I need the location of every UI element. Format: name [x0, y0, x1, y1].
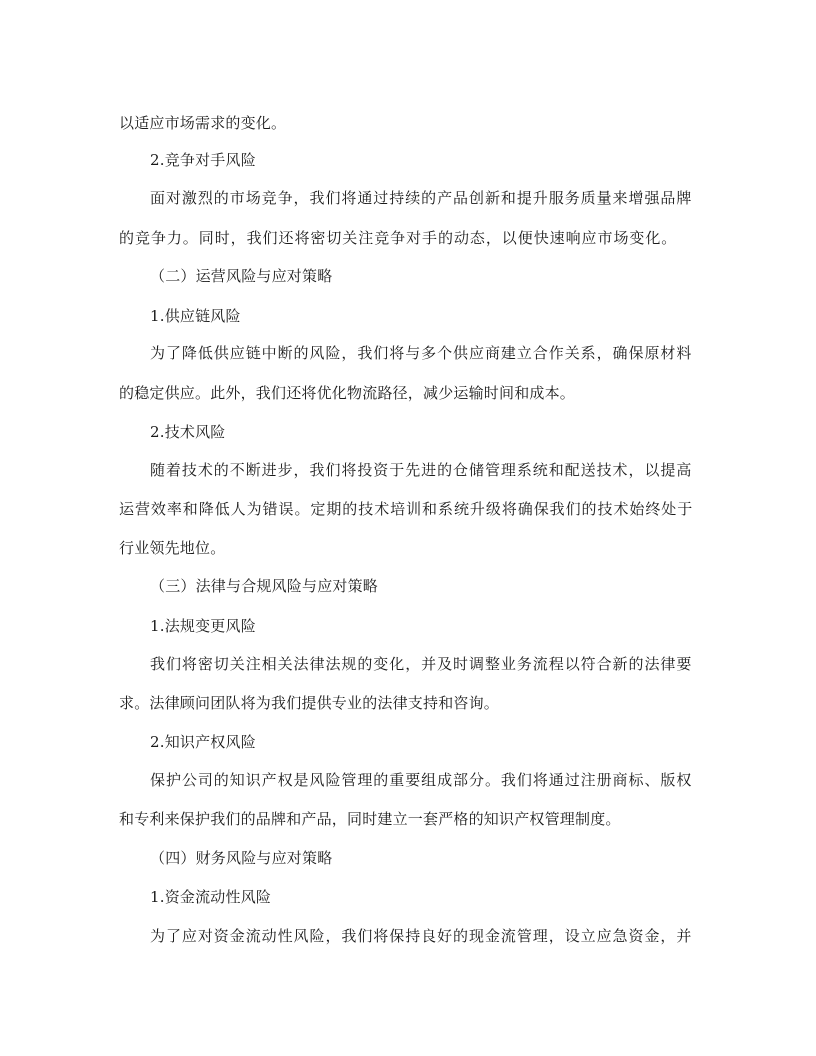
- subsection-heading: 2.竞争对手风险: [150, 151, 256, 169]
- subsection-heading: 1.法规变更风险: [150, 617, 256, 635]
- paragraph-line: 和专利来保护我们的品牌和产品，同时建立一套严格的知识产权管理制度。: [119, 810, 621, 828]
- paragraph-line: 行业领先地位。: [119, 539, 226, 557]
- subsection-heading: 2.知识产权风险: [150, 733, 256, 751]
- paragraph-line: 为了降低供应链中断的风险，我们将与多个供应商建立合作关系，确保原材料: [150, 344, 693, 362]
- paragraph-line: 以适应市场需求的变化。: [119, 114, 287, 132]
- paragraph-line: 求。法律顾问团队将为我们提供专业的法律支持和咨询。: [119, 694, 500, 712]
- section-heading: （四）财务风险与应对策略: [150, 849, 333, 867]
- paragraph-line: 的竞争力。同时，我们还将密切关注竞争对手的动态，以便快速响应市场变化。: [119, 229, 678, 247]
- paragraph-line: 保护公司的知识产权是风险管理的重要组成部分。我们将通过注册商标、版权: [150, 771, 693, 789]
- subsection-heading: 1.供应链风险: [150, 307, 241, 325]
- subsection-heading: 2.技术风险: [150, 423, 226, 441]
- section-heading: （三）法律与合规风险与应对策略: [150, 577, 379, 595]
- paragraph-line: 的稳定供应。此外，我们还将优化物流路径，减少运输时间和成本。: [119, 384, 576, 402]
- section-heading: （二）运营风险与应对策略: [150, 267, 333, 285]
- paragraph-line: 运营效率和降低人为错误。定期的技术培训和系统升级将确保我们的技术始终处于: [119, 500, 694, 518]
- paragraph-line: 我们将密切关注相关法律法规的变化，并及时调整业务流程以符合新的法律要: [150, 655, 693, 673]
- paragraph-line: 为了应对资金流动性风险，我们将保持良好的现金流管理，设立应急资金，并: [150, 927, 693, 945]
- paragraph-line: 随着技术的不断进步，我们将投资于先进的仓储管理系统和配送技术，以提高: [150, 461, 693, 479]
- paragraph-line: 面对激烈的市场竞争，我们将通过持续的产品创新和提升服务质量来增强品牌: [150, 189, 693, 207]
- subsection-heading: 1.资金流动性风险: [150, 888, 272, 906]
